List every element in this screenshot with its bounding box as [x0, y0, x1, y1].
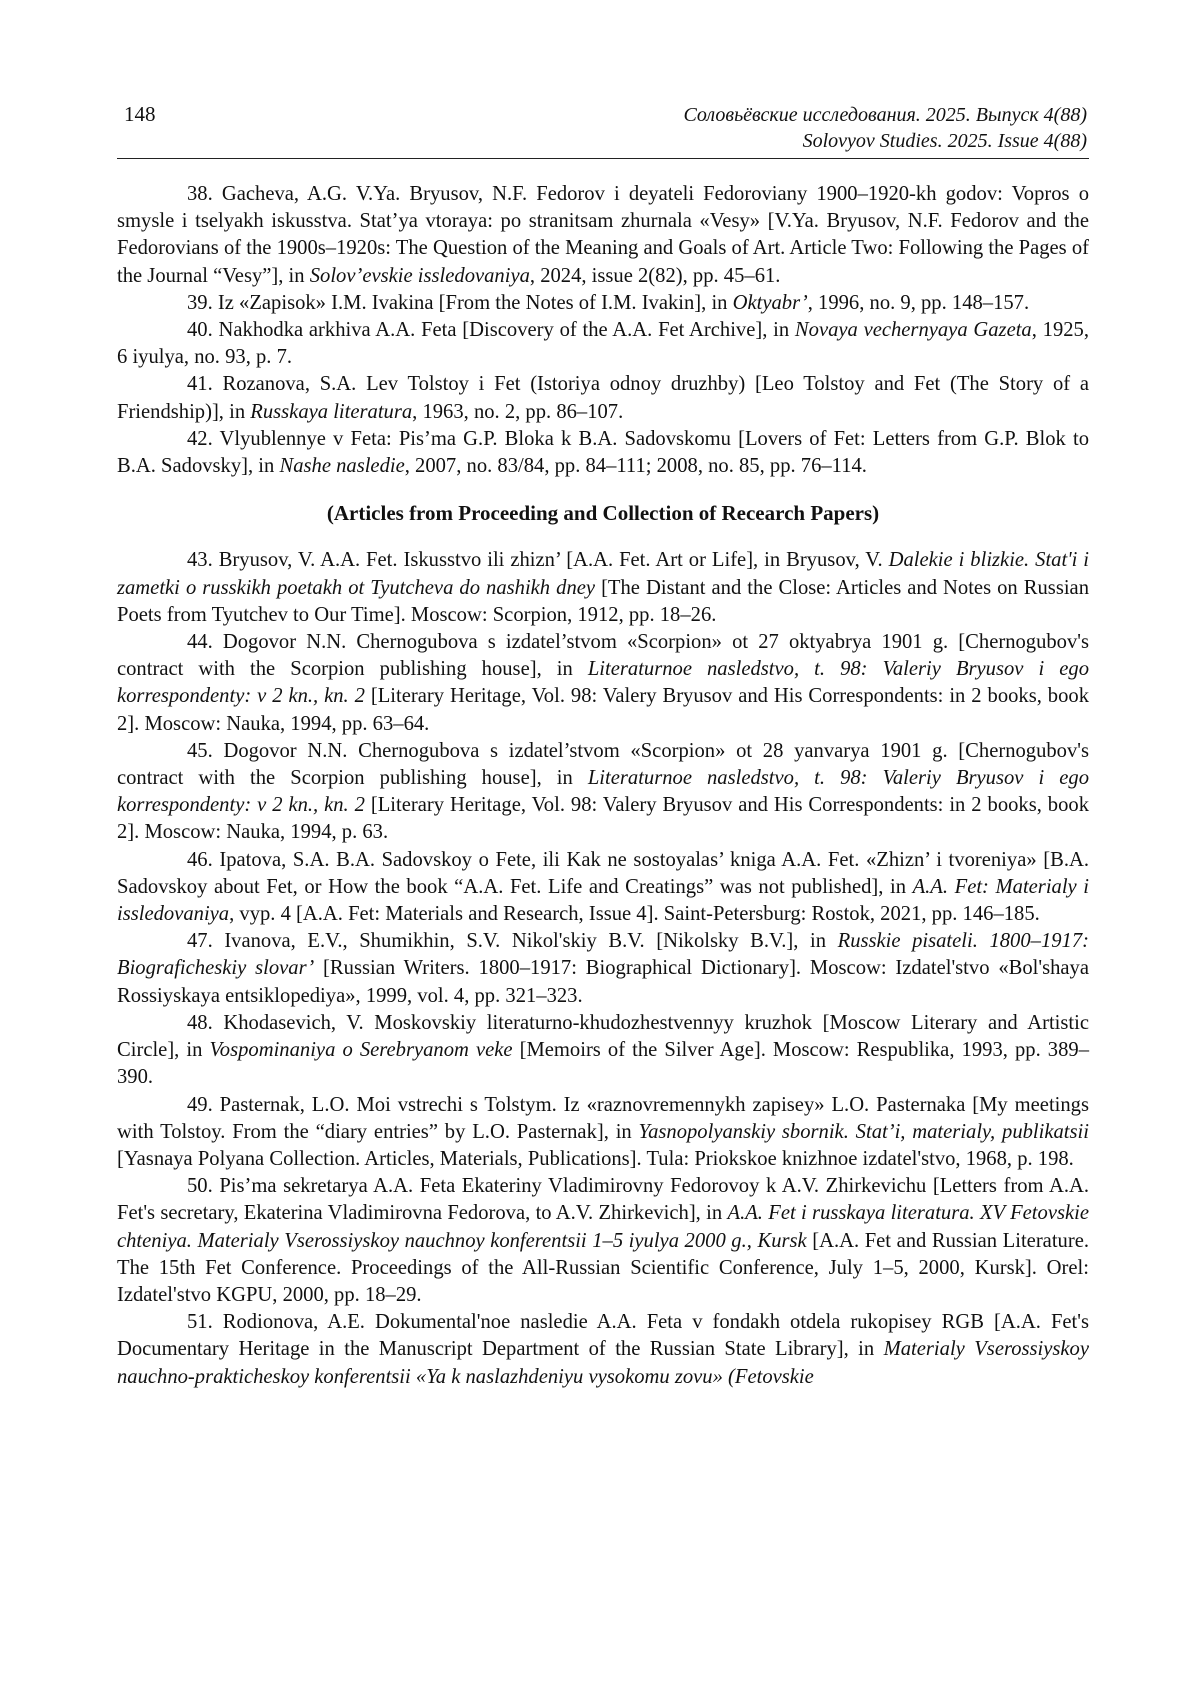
page: [117, 100, 1089, 1391]
reference-title: Literaturnoe nasledstvo, t. 98: Valeriy Bryusov i ego korrespondenty: v 2 kn., kn. 2: [117, 767, 1089, 817]
reference-entry: [117, 371, 1089, 425]
reference-text: [The Distant and the Close: Articles and Notes on Russian Poets from Tyutchev to Our Time]. Moscow: Scorpion, 1912, pp. 18–26.: [117, 576, 1089, 626]
reference-title: Russkie pisateli. 1800–1917: Biograficheskiy slovar’: [117, 930, 1089, 980]
reference-title: Materialy Vserossiyskoy nauchno-prakticheskoy konferentsii «Ya k naslazhdeniyu vysokomu zovu» (Fetovskie: [117, 1338, 1089, 1388]
reference-text: 44. Dogovor N.N. Chernogubova s izdatel’stvom «Scorpion» ot 27 oktyabrya 1901 g. [Chernogubov's contract with the Scorpion publishing house], in: [117, 631, 1089, 681]
reference-entry: [117, 847, 1089, 929]
reference-text: 49. Pasternak, L.O. Moi vstrechi s Tolstym. Iz «raznovremennykh zapisey» L.O. Pasternaka [My meetings with Tolstoy. From the “diary entries” by L.O. Pasternak], in: [117, 1093, 1089, 1143]
page-number: 148: [124, 102, 156, 126]
running-header: [117, 100, 1089, 156]
header-rule: [117, 158, 1089, 159]
reference-title: Novaya vechernyaya Gazeta: [794, 319, 1032, 342]
reference-text: 45. Dogovor N.N. Chernogubova s izdatel’stvom «Scorpion» ot 28 yanvarya 1901 g. [Chernogubov's contract with the Scorpion publishing house], in: [117, 739, 1089, 790]
reference-entry: [117, 629, 1089, 738]
reference-entry: [117, 426, 1089, 480]
reference-list-proceedings: [117, 547, 1089, 1390]
reference-title: Solov’evskie issledovaniya: [309, 264, 530, 287]
reference-entry: [117, 547, 1089, 629]
reference-entry: [117, 928, 1089, 1010]
reference-entry: [117, 290, 1089, 317]
reference-text: 51. Rodionova, A.E. Dokumental'noe nasledie A.A. Feta v fondakh otdela rukopisey RGB [A.A. Fet's Documentary Heritage in the Manuscript Department of the Russian State Library], in: [117, 1311, 1089, 1361]
reference-text: 40. Nakhodka arkhiva A.A. Feta [Discovery of the A.A. Fet Archive], in: [187, 319, 795, 342]
reference-title: A.A. Fet: Materialy i issledovaniya: [117, 875, 1089, 926]
reference-text: [Memoirs of the Silver Age]. Moscow: Respublika, 1993, pp. 389–390.: [117, 1039, 1089, 1089]
reference-entry: [117, 1092, 1089, 1174]
reference-text: 50. Pis’ma sekretarya A.A. Feta Ekateriny Vladimirovny Fedorovoy k A.V. Zhirkevichu [Letters from A.A. Fet's secretary, Ekaterina Vladimirovna Fedorova, to A.V. Zhirkevich], in: [117, 1175, 1089, 1225]
reference-entry: [117, 317, 1089, 371]
reference-text: 43. Bryusov, V. A.A. Fet. Iskusstvo ili zhizn’ [A.A. Fet. Art or Life], in Bryusov, V.: [187, 549, 889, 572]
reference-text: , 2007, no. 83/84, pp. 84–111; 2008, no. 85, pp. 76–114.: [404, 455, 867, 478]
reference-title: Yasnopolyanskiy sbornik. Stat’i, materialy, publikatsii: [638, 1120, 1089, 1143]
reference-title: A.A. Fet i russkaya literatura. XV Fetovskie chteniya. Materialy Vserossiyskoy nauchnoy konferentsii 1–5 iyulya 2000 g., Kursk: [117, 1202, 1089, 1252]
reference-list-journals: [117, 181, 1089, 480]
reference-text: , 2024, issue 2(82), pp. 45–61.: [529, 264, 781, 287]
reference-title: Nashe nasledie: [279, 455, 405, 478]
journal-title-en: Solovyov Studies. 2025. Issue 4(88): [802, 130, 1087, 152]
reference-text: 39. Iz «Zapisok» I.M. Ivakina [From the Notes of I.M. Ivakin], in: [187, 291, 733, 314]
reference-text: 42. Vlyublennye v Feta: Pis’ma G.P. Bloka k B.A. Sadovskomu [Lovers of Fet: Letters from G.P. Blok to B.A. Sadovsky], in: [117, 427, 1089, 478]
reference-entry: [117, 1173, 1089, 1309]
journal-title-ru: Соловьёвские исследования. 2025. Выпуск 4(88): [683, 104, 1087, 126]
reference-text: , 1996, no. 9, pp. 148–157.: [807, 291, 1030, 314]
section-title: (Articles from Proceeding and Collection of Recearch Papers): [326, 501, 880, 526]
reference-text: 48. Khodasevich, V. Moskovskiy literaturno-khudozhestvennyy kruzhok [Moscow Literary and Artistic Circle], in: [117, 1011, 1089, 1062]
reference-text: [Yasnaya Polyana Collection. Articles, Materials, Publications]. Tula: Priokskoe knizhnoe izdatel'stvo, 1968, p. 198.: [117, 1147, 1074, 1170]
reference-entry: [117, 1010, 1089, 1092]
reference-title: Russkaya literatura: [250, 400, 413, 423]
reference-entry: [117, 1309, 1089, 1391]
reference-title: Dalekie i blizkie. Stat'i i zametki o russkikh poetakh ot Tyutcheva do nashikh dney: [117, 549, 1090, 599]
reference-text: [A.A. Fet and Russian Literature. The 15th Fet Conference. Proceedings of the All-Russian Scientific Conference, July 1–5, 2000, Kursk]. Orel: Izdatel'stvo KGPU, 2000, pp. 18–29.: [117, 1229, 1089, 1306]
reference-entry: [117, 181, 1089, 290]
reference-text: , 1925, 6 iyulya, no. 93, p. 7.: [117, 319, 1089, 369]
reference-text: [Russian Writers. 1800–1917: Biographical Dictionary]. Moscow: Izdatel'stvo «Bol'shaya Rossiyskaya entsiklopediya», 1999, vol. 4, pp. 321–323.: [117, 957, 1089, 1007]
reference-text: 46. Ipatova, S.A. B.A. Sadovskoy o Fete, ili Kak ne sostoyalas’ kniga A.A. Fet. «Zhizn’ i tvoreniya» [B.A. Sadovskoy about Fet, or How the book “A.A. Fet. Life and Creatings” was not published], in: [117, 848, 1089, 898]
reference-text: [Literary Heritage, Vol. 98: Valery Bryusov and His Correspondents: in 2 books, book 2]. Moscow: Nauka, 1994, p. 63.: [117, 794, 1089, 844]
reference-text: , 1963, no. 2, pp. 86–107.: [412, 400, 624, 423]
reference-title: Literaturnoe nasledstvo, t. 98: Valeriy Bryusov i ego korrespondenty: v 2 kn., kn. 2: [117, 658, 1089, 708]
reference-title: Vospominaniya o Serebryanom veke: [209, 1039, 513, 1062]
journal-title: [683, 102, 1087, 154]
reference-entry: [117, 738, 1089, 847]
reference-text: [Literary Heritage, Vol. 98: Valery Bryusov and His Correspondents: in 2 books, book 2]. Moscow: Nauka, 1994, pp. 63–64.: [117, 685, 1089, 735]
references-body: [117, 181, 1089, 1391]
reference-text: 41. Rozanova, S.A. Lev Tolstoy i Fet (Istoriya odnoy druzhby) [Leo Tolstoy and Fet (The Story of a Friendship)], in: [117, 373, 1089, 423]
reference-text: 38. Gacheva, A.G. V.Ya. Bryusov, N.F. Fedorov i deyateli Fedoroviany 1900–1920-kh godov: Vopros o smysle i tselyakh iskusstva. Stat’ya vtoraya: po stranitsam zhurnala «Vesy» [V.Ya. Bryusov, N.F. Fedorov and the Fedorovians of the 1900s–1920s: The Question of the Meaning and Goals of Art. Article Two: Following the Pages of the Journal “Vesy”], in: [117, 183, 1089, 287]
reference-text: , vyp. 4 [A.A. Fet: Materials and Research, Issue 4]. Saint-Petersburg: Rostok, 2021, pp. 146–185.: [229, 903, 1040, 926]
reference-text: 47. Ivanova, E.V., Shumikhin, S.V. Nikol'skiy B.V. [Nikolsky B.V.], in: [187, 930, 838, 953]
reference-title: Oktyabr’: [732, 291, 808, 314]
